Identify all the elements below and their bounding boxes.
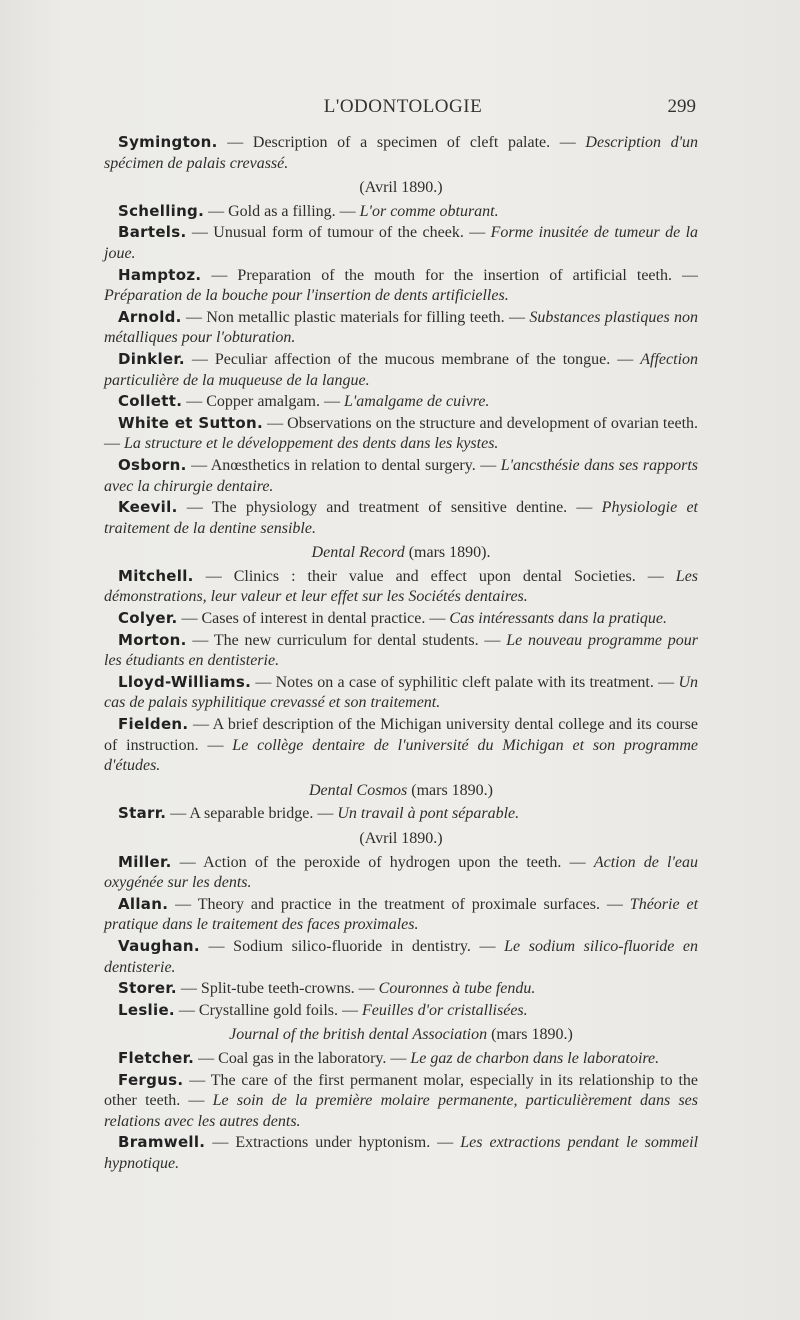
entry-french-title: Les extractions pendant le sommeil hypnotique. bbox=[104, 1134, 699, 1172]
entry-author: White et Sutton. bbox=[118, 413, 263, 432]
bibliography-entry bbox=[104, 714, 698, 777]
entry-english-title: — Description of a specimen of cleft palate. — bbox=[227, 134, 576, 151]
entry-french-title: L'amalgame de cuivre. bbox=[343, 393, 490, 411]
running-title: L'ODONTOLOGIE bbox=[323, 96, 483, 117]
entry-french-title: Préparation de la bouche pour l'insertion de dents artificielles. bbox=[104, 287, 509, 305]
entry-author: Arnold. bbox=[118, 307, 182, 326]
entry-english-title: — Clinics : their value and effect upon dental Societies. — bbox=[205, 567, 664, 585]
entry-french-title: Le soin de la première molaire permanente, particulièrement dans ses relations avec les autres dents. bbox=[104, 1092, 699, 1130]
entry-french-title: L'or comme obturant. bbox=[359, 202, 499, 220]
entry-french-title: Le gaz de charbon dans le laboratoire. bbox=[410, 1049, 660, 1067]
bibliography-entry bbox=[104, 132, 698, 174]
entry-french-title: Couronnes à tube fendu. bbox=[378, 980, 536, 998]
entry-french-title: L'ancsthésie dans ses rapports avec la chirurgie dentaire. bbox=[104, 456, 699, 495]
bibliography-entry bbox=[104, 413, 698, 455]
section-heading bbox=[104, 781, 698, 802]
bibliography-entry bbox=[104, 803, 698, 825]
entry-french-title: Description d'un spécimen de palais crevassé. bbox=[104, 134, 699, 172]
entry-english-title: — Notes on a case of syphilitic cleft palate with its treatment. — bbox=[255, 673, 675, 691]
entry-author: Allan. bbox=[118, 894, 169, 913]
journal-title: Journal of the british dental Association bbox=[229, 1026, 488, 1044]
entry-author: Osborn. bbox=[118, 455, 187, 474]
entry-french-title: Forme inusitée de tumeur de la joue. bbox=[104, 224, 699, 262]
bibliography-entry bbox=[104, 672, 698, 714]
entry-english-title: — Cases of interest in dental practice. — bbox=[181, 610, 446, 628]
entry-author: Bramwell. bbox=[118, 1133, 206, 1152]
entry-french-title: Cas intéressants dans la pratique. bbox=[449, 610, 668, 628]
entry-english-title: — The care of the first permanent molar, especially in its relationship to the other teeth. — bbox=[104, 1071, 698, 1110]
entry-french-title: Les démonstrations, leur valeur et leur effet sur les Sociétés dentaires. bbox=[104, 567, 699, 606]
bibliography-entry bbox=[104, 1070, 698, 1133]
entry-author: Keevil. bbox=[118, 498, 178, 517]
entry-english-title: — A brief description of the Michigan university dental college and its course of instruction. — bbox=[104, 716, 698, 754]
entry-english-title: — Theory and practice in the treatment of proximale surfaces. — bbox=[175, 895, 623, 913]
entry-french-title: Un cas de palais syphilitique crevassé et son traitement. bbox=[104, 673, 698, 712]
entry-english-title: — Unusual form of tumour of the cheek. — bbox=[191, 224, 486, 242]
entry-english-title: — Non metallic plastic materials for filling teeth. — bbox=[186, 308, 526, 326]
section-heading bbox=[104, 829, 698, 850]
entry-french-title: Le nouveau programme pour les étudiants en dentisterie. bbox=[104, 631, 699, 670]
issue-date: (Avril 1890.) bbox=[359, 830, 443, 847]
entry-french-title: La structure et le développement des dents dans les kystes. bbox=[124, 435, 499, 453]
entry-french-title: Théorie et pratique dans le traitement des faces proximales. bbox=[104, 895, 699, 934]
bibliography-entry bbox=[104, 391, 698, 413]
journal-title: Dental Record bbox=[311, 544, 405, 562]
entry-english-title: — The new curriculum for dental students. — bbox=[192, 631, 501, 649]
bibliography-entry bbox=[104, 894, 698, 936]
entry-english-title: — Observations on the structure and development of ovarian teeth. — bbox=[104, 414, 699, 453]
bibliography-entry bbox=[104, 455, 698, 497]
entry-author: Collett. bbox=[118, 392, 183, 411]
entry-author: Starr. bbox=[118, 804, 167, 823]
bibliography-entry bbox=[104, 978, 698, 1000]
bibliography-entry bbox=[104, 349, 698, 391]
page-number: 299 bbox=[667, 96, 696, 117]
bibliography-entry bbox=[104, 265, 698, 307]
entry-english-title: — Crystalline gold foils. — bbox=[178, 1001, 359, 1019]
entry-english-title: — Peculiar affection of the mucous membrane of the tongue. — bbox=[191, 350, 634, 368]
bibliography-entry bbox=[104, 566, 698, 608]
issue-date: (mars 1890). bbox=[408, 544, 491, 562]
section-heading bbox=[104, 178, 698, 199]
entry-french-title: Physiologie et traitement de la dentine sensible. bbox=[104, 499, 699, 537]
entry-french-title: Action de l'eau oxygénée sur les dents. bbox=[104, 853, 699, 892]
issue-date: (Avril 1890.) bbox=[359, 179, 443, 197]
bibliography-entry bbox=[104, 1048, 698, 1070]
entry-english-title: — Preparation of the mouth for the insertion of artificial teeth. — bbox=[211, 266, 698, 284]
entry-author: Hamptoz. bbox=[118, 265, 202, 284]
bibliography-entry bbox=[104, 1132, 698, 1174]
page-header bbox=[110, 96, 696, 122]
entry-english-title: — The physiology and treatment of sensitive dentine. — bbox=[186, 499, 593, 517]
bibliography-entry bbox=[104, 630, 698, 672]
issue-date: (mars 1890.) bbox=[491, 1026, 573, 1044]
section-heading bbox=[104, 543, 698, 564]
bibliography-entry bbox=[104, 222, 698, 264]
bibliography-entry bbox=[104, 201, 698, 223]
entry-author: Mitchell. bbox=[118, 566, 194, 585]
entry-english-title: — A separable bridge. — bbox=[170, 805, 334, 823]
entry-author: Lloyd-Williams. bbox=[118, 672, 252, 691]
entry-french-title: Feuilles d'or cristallisées. bbox=[362, 1001, 528, 1019]
entry-english-title: — Sodium silico-fluoride in dentistry. — bbox=[208, 937, 496, 955]
entry-author: Bartels. bbox=[118, 223, 187, 242]
entry-english-title: — Gold as a filling. — bbox=[208, 202, 356, 220]
entry-french-title: Le sodium silico-fluoride en dentisterie. bbox=[104, 937, 699, 976]
bibliography-entry bbox=[104, 608, 698, 630]
entry-author: Storer. bbox=[118, 979, 177, 998]
entry-english-title: — Copper amalgam. — bbox=[186, 393, 340, 411]
entry-english-title: — Split-tube teeth-crowns. — bbox=[180, 980, 375, 998]
entry-french-title: Le collège dentaire de l'université du Michigan et son programme d'études. bbox=[104, 736, 699, 775]
bibliography-entry bbox=[104, 307, 698, 349]
entry-author: Symington. bbox=[118, 133, 218, 151]
bibliography-entry bbox=[104, 1000, 698, 1022]
entry-author: Fielden. bbox=[118, 715, 189, 734]
entry-french-title: Un travail à pont séparable. bbox=[337, 805, 520, 823]
issue-date: (mars 1890.) bbox=[411, 781, 493, 799]
entry-author: Fergus. bbox=[118, 1070, 184, 1089]
section-heading bbox=[104, 1025, 698, 1046]
journal-title: Dental Cosmos bbox=[309, 781, 408, 799]
bibliography-list bbox=[104, 132, 698, 1175]
bibliography-entry bbox=[104, 497, 698, 539]
entry-english-title: — Action of the peroxide of hydrogen upon the teeth. — bbox=[179, 853, 586, 871]
entry-author: Morton. bbox=[118, 630, 187, 649]
entry-english-title: — Coal gas in the laboratory. — bbox=[198, 1049, 407, 1067]
bibliography-entry bbox=[104, 936, 698, 978]
entry-french-title: Affection particulière de la muqueuse de la langue. bbox=[104, 350, 699, 389]
entry-english-title: — Anœsthetics in relation to dental surgery. — bbox=[191, 456, 497, 474]
entry-author: Miller. bbox=[118, 852, 172, 871]
entry-english-title: — Extractions under hyptonism. — bbox=[212, 1134, 454, 1152]
entry-french-title: Substances plastiques non métalliques pour l'obturation. bbox=[104, 308, 699, 347]
entry-author: Fletcher. bbox=[118, 1048, 195, 1067]
entry-author: Vaughan. bbox=[118, 936, 200, 955]
entry-author: Dinkler. bbox=[118, 349, 185, 368]
entry-author: Schelling. bbox=[118, 201, 205, 220]
entry-author: Leslie. bbox=[118, 1000, 175, 1019]
bibliography-entry bbox=[104, 852, 698, 894]
entry-author: Colyer. bbox=[118, 609, 178, 628]
